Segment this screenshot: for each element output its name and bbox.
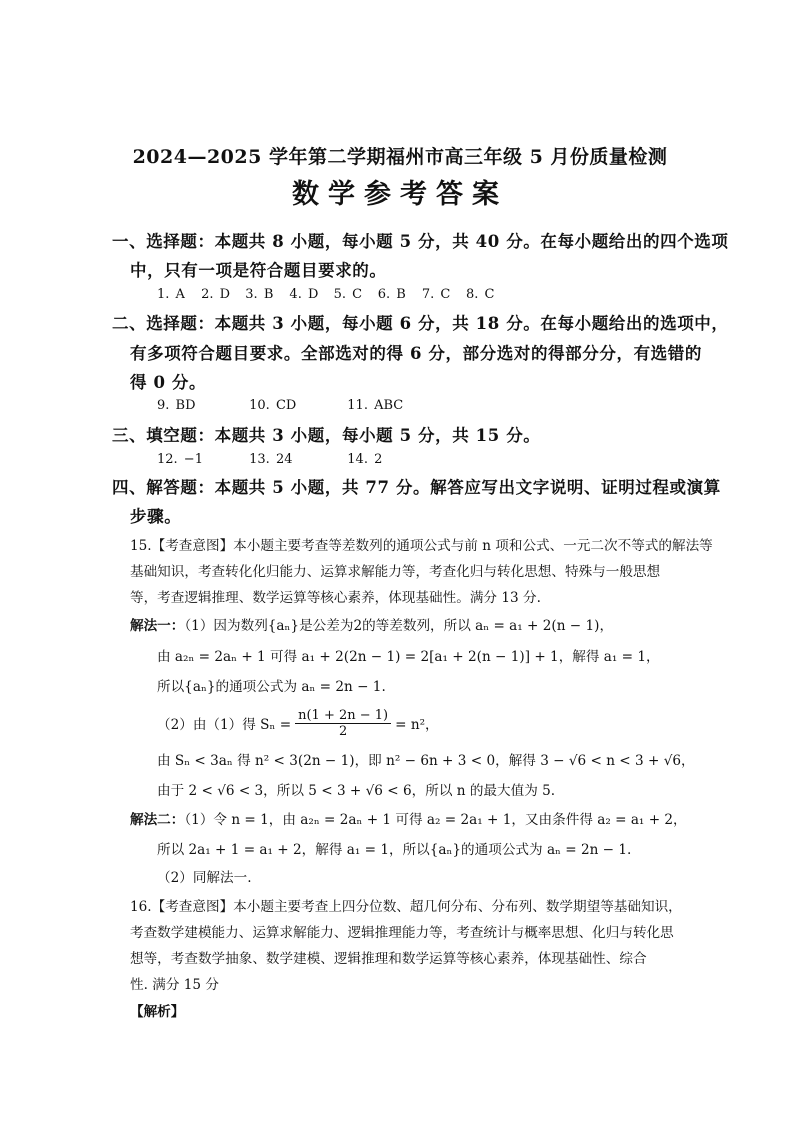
answer-item: 14. 2 bbox=[347, 452, 383, 467]
page-title: 数学参考答案 bbox=[292, 179, 508, 210]
method2-text: （1）令 n = 1，由 a₂ₙ = 2aₙ + 1 可得 a₂ = 2a₁ + 1，又由条件得 a₂ = a₁ + 2， bbox=[184, 812, 687, 828]
answer-item: 11. ABC bbox=[347, 398, 404, 413]
q15-intro-cont2: 等，考查逻辑推理、数学运算等核心素养，体现基础性。满分 13 分. bbox=[130, 590, 541, 606]
q15-method1-line3: 所以{aₙ}的通项公式为 aₙ = 2n − 1. bbox=[157, 679, 386, 695]
part3-heading: 三、填空题：本题共 3 小题，每小题 5 分，共 15 分。 bbox=[112, 426, 541, 445]
answer-item: 7. C bbox=[421, 287, 451, 302]
q16-intro-cont: 考查数学建模能力、运算求解能力、逻辑推理能力等，考查统计与概率思想、化归与转化思 bbox=[130, 925, 674, 941]
q16-intro-cont3: 性. 满分 15 分 bbox=[130, 977, 219, 993]
q16-intro-cont2: 想等，考查数学抽象、数学建模、逻辑推理和数学运算等核心素养，体现基础性、综合 bbox=[130, 951, 647, 967]
q16-analysis-heading: 【解析】 bbox=[130, 1004, 185, 1020]
answer-item: 4. D bbox=[289, 287, 319, 302]
answer-item: 2. D bbox=[201, 287, 231, 302]
q15-method1-line6: 由于 2 < √6 < 3，所以 5 < 3 + √6 < 6，所以 n 的最大值为 5. bbox=[157, 783, 556, 799]
answer-item: 9. BD bbox=[157, 398, 196, 413]
sum-fraction bbox=[295, 708, 391, 739]
answer-item: 6. B bbox=[377, 287, 406, 302]
part2-heading-cont: 有多项符合题目要求。全部选对的得 6 分，部分选对的得部分分，有选错的 bbox=[130, 344, 702, 363]
part4-heading-cont: 步骤。 bbox=[130, 507, 182, 526]
part2-heading: 二、选择题：本题共 3 小题，每小题 6 分，共 18 分。在每小题给出的选项中， bbox=[112, 314, 729, 333]
part1-heading-cont: 中，只有一项是符合题目要求的。 bbox=[130, 261, 387, 280]
exam-title: 2024—2025 学年第二学期福州市高三年级 5 月份质量检测 bbox=[132, 146, 668, 168]
q15-method2-line3: （2）同解法一. bbox=[157, 870, 252, 886]
part2-answers bbox=[157, 398, 403, 413]
q15-method1-line1 bbox=[130, 614, 613, 634]
fraction-numerator: n(1 + 2n − 1) bbox=[295, 708, 391, 724]
sum-formula-prefix: （2）由（1）得 Sₙ = bbox=[157, 717, 292, 733]
part1-heading: 一、选择题：本题共 8 小题，每小题 5 分，共 40 分。在每小题给出的四个选项 bbox=[112, 232, 729, 251]
q15-method1-line5: 由 Sₙ < 3aₙ 得 n² < 3(2n − 1)，即 n² − 6n + 3 < 0，解得 3 − √6 < n < 3 + √6， bbox=[157, 753, 695, 769]
q15-intro-cont: 基础知识，考查转化化归能力、运算求解能力等，考查化归与转化思想、特殊与一般思想 bbox=[130, 564, 661, 580]
q15-method2-line2: 所以 2a₁ + 1 = a₁ + 2，解得 a₁ = 1，所以{aₙ}的通项公式为 aₙ = 2n − 1. bbox=[157, 842, 632, 858]
answer-item: 1. A bbox=[157, 287, 185, 302]
answer-item: 8. C bbox=[465, 287, 495, 302]
q16-intro: 16.【考查意图】本小题主要考查上四分位数、超几何分布、分布列、数学期望等基础知识， bbox=[130, 899, 682, 915]
q15-method1-line4 bbox=[157, 702, 439, 744]
part4-heading: 四、解答题：本题共 5 小题，共 77 分。解答应写出文字说明、证明过程或演算 bbox=[112, 478, 721, 497]
method2-label: 解法二： bbox=[130, 812, 185, 828]
part3-answers bbox=[157, 452, 382, 467]
q15-method1-line2: 由 a₂ₙ = 2aₙ + 1 可得 a₁ + 2(2n − 1) = 2[a₁ + 2(n − 1)] + 1，解得 a₁ = 1， bbox=[157, 649, 660, 665]
fraction-denominator: 2 bbox=[338, 723, 348, 739]
part1-answers bbox=[157, 287, 504, 302]
method1-text: （1）因为数列{aₙ}是公差为2的等差数列，所以 aₙ = a₁ + 2(n − 1)， bbox=[184, 618, 614, 634]
q15-method2-line1 bbox=[130, 808, 687, 828]
answer-item: 5. C bbox=[333, 287, 363, 302]
method1-label: 解法一： bbox=[130, 618, 185, 634]
sum-formula-suffix: = n²， bbox=[395, 717, 439, 733]
answer-item: 13. 24 bbox=[249, 452, 293, 467]
part2-heading-cont2: 得 0 分。 bbox=[130, 373, 207, 392]
answer-item: 12. −1 bbox=[157, 452, 203, 467]
q15-intro: 15.【考查意图】本小题主要考查等差数列的通项公式与前 n 项和公式、一元二次不等式的解法等 bbox=[130, 538, 713, 554]
answer-item: 3. B bbox=[245, 287, 274, 302]
answer-item: 10. CD bbox=[249, 398, 297, 413]
